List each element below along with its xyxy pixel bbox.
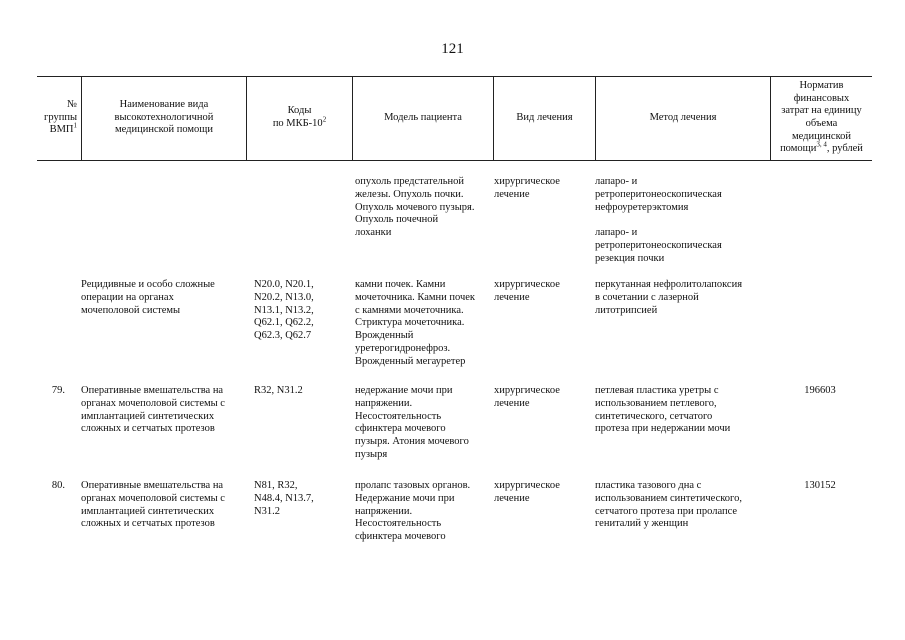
- cell-line: перкутанная нефролитолапоксия: [595, 279, 743, 290]
- cell-line: нефроуретерэктомия: [595, 201, 689, 213]
- header-bottom-rule: [37, 160, 872, 161]
- cell-line: Стриктура мочеточника.: [355, 317, 465, 329]
- cell-line: с камнями мочеточника.: [355, 304, 464, 316]
- cell-line: Q62.3, Q62.7: [254, 330, 312, 342]
- cell-line: лечение: [494, 291, 530, 303]
- row-treatment-type: [494, 480, 560, 506]
- row-care-type: [81, 480, 225, 531]
- row-icd-codes: [254, 385, 303, 398]
- cell-line: пролапс тазовых органов.: [355, 480, 471, 491]
- header-line: затрат на единицу: [781, 105, 862, 117]
- row-treatment-method: [595, 176, 722, 266]
- header-text: по МКБ-10: [272, 118, 323, 129]
- footnote-mark: 3, 4: [816, 140, 827, 149]
- cell-line: протеза при недержании мочи: [595, 423, 731, 435]
- header-care-type: [81, 76, 246, 160]
- cell-line: Q62.1, Q62.2,: [254, 317, 314, 329]
- row-group-number: 80.: [51, 480, 65, 491]
- cell-line: использованием синтетического,: [595, 492, 742, 504]
- cell-line: лапаро- и: [595, 227, 638, 239]
- cell-line: Несостоятельность: [355, 518, 442, 530]
- header-patient-model: [352, 76, 493, 160]
- header-line: медицинской: [791, 130, 852, 142]
- header-group-number: [37, 76, 81, 160]
- header-treatment-type: [493, 76, 595, 160]
- row-patient-model: [355, 176, 474, 240]
- cell-line: мочеточника. Камни почек: [355, 291, 476, 303]
- cell-line: мочеполовой системы: [81, 304, 181, 316]
- row-treatment-type: [494, 385, 560, 411]
- header-line: [780, 140, 863, 156]
- cell-line: N20.2, N13.0,: [254, 291, 314, 303]
- cell-line: сфинктера мочевого: [355, 423, 446, 435]
- row-group-number: 79.: [51, 385, 65, 396]
- header-line: медицинской помощи: [115, 124, 213, 136]
- cell-line: пузыря. Атония мочевого: [355, 436, 469, 448]
- header-line: Коды: [287, 105, 312, 117]
- cell-line: сложных и сетчатых протезов: [81, 518, 215, 530]
- header-line: Норматив: [799, 80, 844, 92]
- header-line: Вид лечения: [516, 111, 573, 123]
- cell-line: органах мочеполовой системы с: [81, 397, 225, 409]
- cell-line: операции на органах: [81, 291, 174, 303]
- cell-line: Оперативные вмешательства на: [81, 385, 224, 396]
- header-line: [44, 121, 77, 137]
- cell-line: Опухоль мочевого пузыря.: [355, 201, 475, 213]
- cell-line: N20.0, N20.1,: [254, 279, 314, 290]
- cell-line: сетчатого протеза при пролапсе: [595, 505, 738, 517]
- cell-line: хирургическое: [494, 480, 560, 491]
- table-header: [37, 76, 872, 160]
- header-line: [272, 115, 327, 131]
- cell-line: ретроперитонеоскопическая: [595, 239, 722, 251]
- cell-line: в сочетании с лазерной: [595, 291, 699, 303]
- header-treatment-method: [595, 76, 770, 160]
- cell-line: Недержание мочи при: [355, 492, 455, 504]
- cell-line: опухоль предстательной: [355, 176, 464, 187]
- header-line: объема: [805, 118, 838, 129]
- cell-line: резекция почки: [595, 252, 665, 264]
- header-line: Модель пациента: [384, 111, 462, 123]
- cell-line: лапаро- и: [595, 176, 638, 187]
- cell-line: напряжении.: [355, 397, 413, 409]
- cell-line: сфинктера мочевого: [355, 531, 446, 543]
- row-care-type: [81, 279, 215, 317]
- cell-line: сложных и сетчатых протезов: [81, 423, 215, 435]
- cell-line: напряжении.: [355, 505, 413, 517]
- cell-line: железы. Опухоль почки.: [355, 188, 464, 200]
- cell-line: лечение: [494, 492, 530, 504]
- row-patient-model: [355, 385, 469, 462]
- cell-line: органах мочеполовой системы с: [81, 492, 225, 504]
- cell-line: пузыря: [355, 448, 388, 460]
- row-icd-codes: [254, 480, 314, 518]
- cell-line: Врожденный мегауретер: [355, 355, 466, 367]
- header-text: ВМП: [49, 124, 74, 136]
- header-line: высокотехнологичной: [114, 111, 214, 123]
- header-line: №: [66, 99, 77, 111]
- cell-line: недержание мочи при: [355, 385, 453, 396]
- row-care-type: [81, 385, 225, 436]
- cell-line: хирургическое: [494, 279, 560, 290]
- cell-line: камни почек. Камни: [355, 279, 446, 290]
- page-number: 121: [441, 41, 464, 57]
- header-line: Метод лечения: [649, 111, 717, 123]
- cell-line: хирургическое: [494, 176, 560, 187]
- header-text: помощи: [780, 143, 817, 155]
- row-cost-norm: 130152: [804, 480, 836, 491]
- header-line: Наименование вида: [119, 99, 209, 111]
- header-text: , рублей: [826, 143, 863, 155]
- cell-line: имплантацией синтетических: [81, 505, 215, 517]
- cell-line: использованием петлевого,: [595, 397, 717, 409]
- header-icd-codes: [246, 76, 352, 160]
- cell-line: хирургическое: [494, 385, 560, 396]
- cell-line: Опухоль почечной: [355, 214, 439, 226]
- row-treatment-method: [595, 279, 742, 317]
- row-icd-codes: [254, 279, 314, 343]
- footnote-mark: 2: [322, 115, 327, 124]
- cell-line: N81, R32,: [254, 480, 298, 491]
- cell-line: Рецидивные и особо сложные: [81, 279, 215, 290]
- header-cost-norm: [770, 76, 872, 160]
- row-treatment-method: [595, 385, 730, 436]
- row-treatment-type: [494, 279, 560, 305]
- cell-line: петлевая пластика уретры с: [595, 385, 719, 396]
- cell-line: гениталий у женщин: [595, 518, 689, 530]
- cell-line: Несостоятельность: [355, 410, 442, 422]
- cell-line: N31.2: [254, 505, 280, 517]
- row-cost-norm: 196603: [804, 385, 836, 396]
- header-line: группы: [44, 111, 77, 123]
- row-treatment-type: [494, 176, 560, 202]
- cell-line: Врожденный: [355, 330, 414, 342]
- cell-line: литотрипсией: [595, 304, 658, 316]
- cell-line: N13.1, N13.2,: [254, 304, 314, 316]
- row-patient-model: [355, 279, 475, 369]
- header-line: финансовых: [793, 92, 850, 104]
- row-patient-model: [355, 480, 470, 544]
- cell-line: N48.4, N13.7,: [254, 492, 314, 504]
- cell-line: R32, N31.2: [254, 385, 303, 396]
- cell-line: пластика тазового дна с: [595, 480, 702, 491]
- cell-line: имплантацией синтетических: [81, 410, 215, 422]
- cell-line: Оперативные вмешательства на: [81, 480, 224, 491]
- footnote-mark: 1: [73, 121, 77, 130]
- cell-line: лечение: [494, 397, 530, 409]
- cell-line: лечение: [494, 188, 530, 200]
- cell-line: ретроперитонеоскопическая: [595, 188, 722, 200]
- cell-line: лоханки: [355, 227, 392, 239]
- row-treatment-method: [595, 480, 742, 531]
- cell-line: [595, 214, 722, 227]
- cell-line: синтетического, сетчатого: [595, 410, 713, 422]
- cell-line: уретерогидронефроз.: [355, 342, 451, 354]
